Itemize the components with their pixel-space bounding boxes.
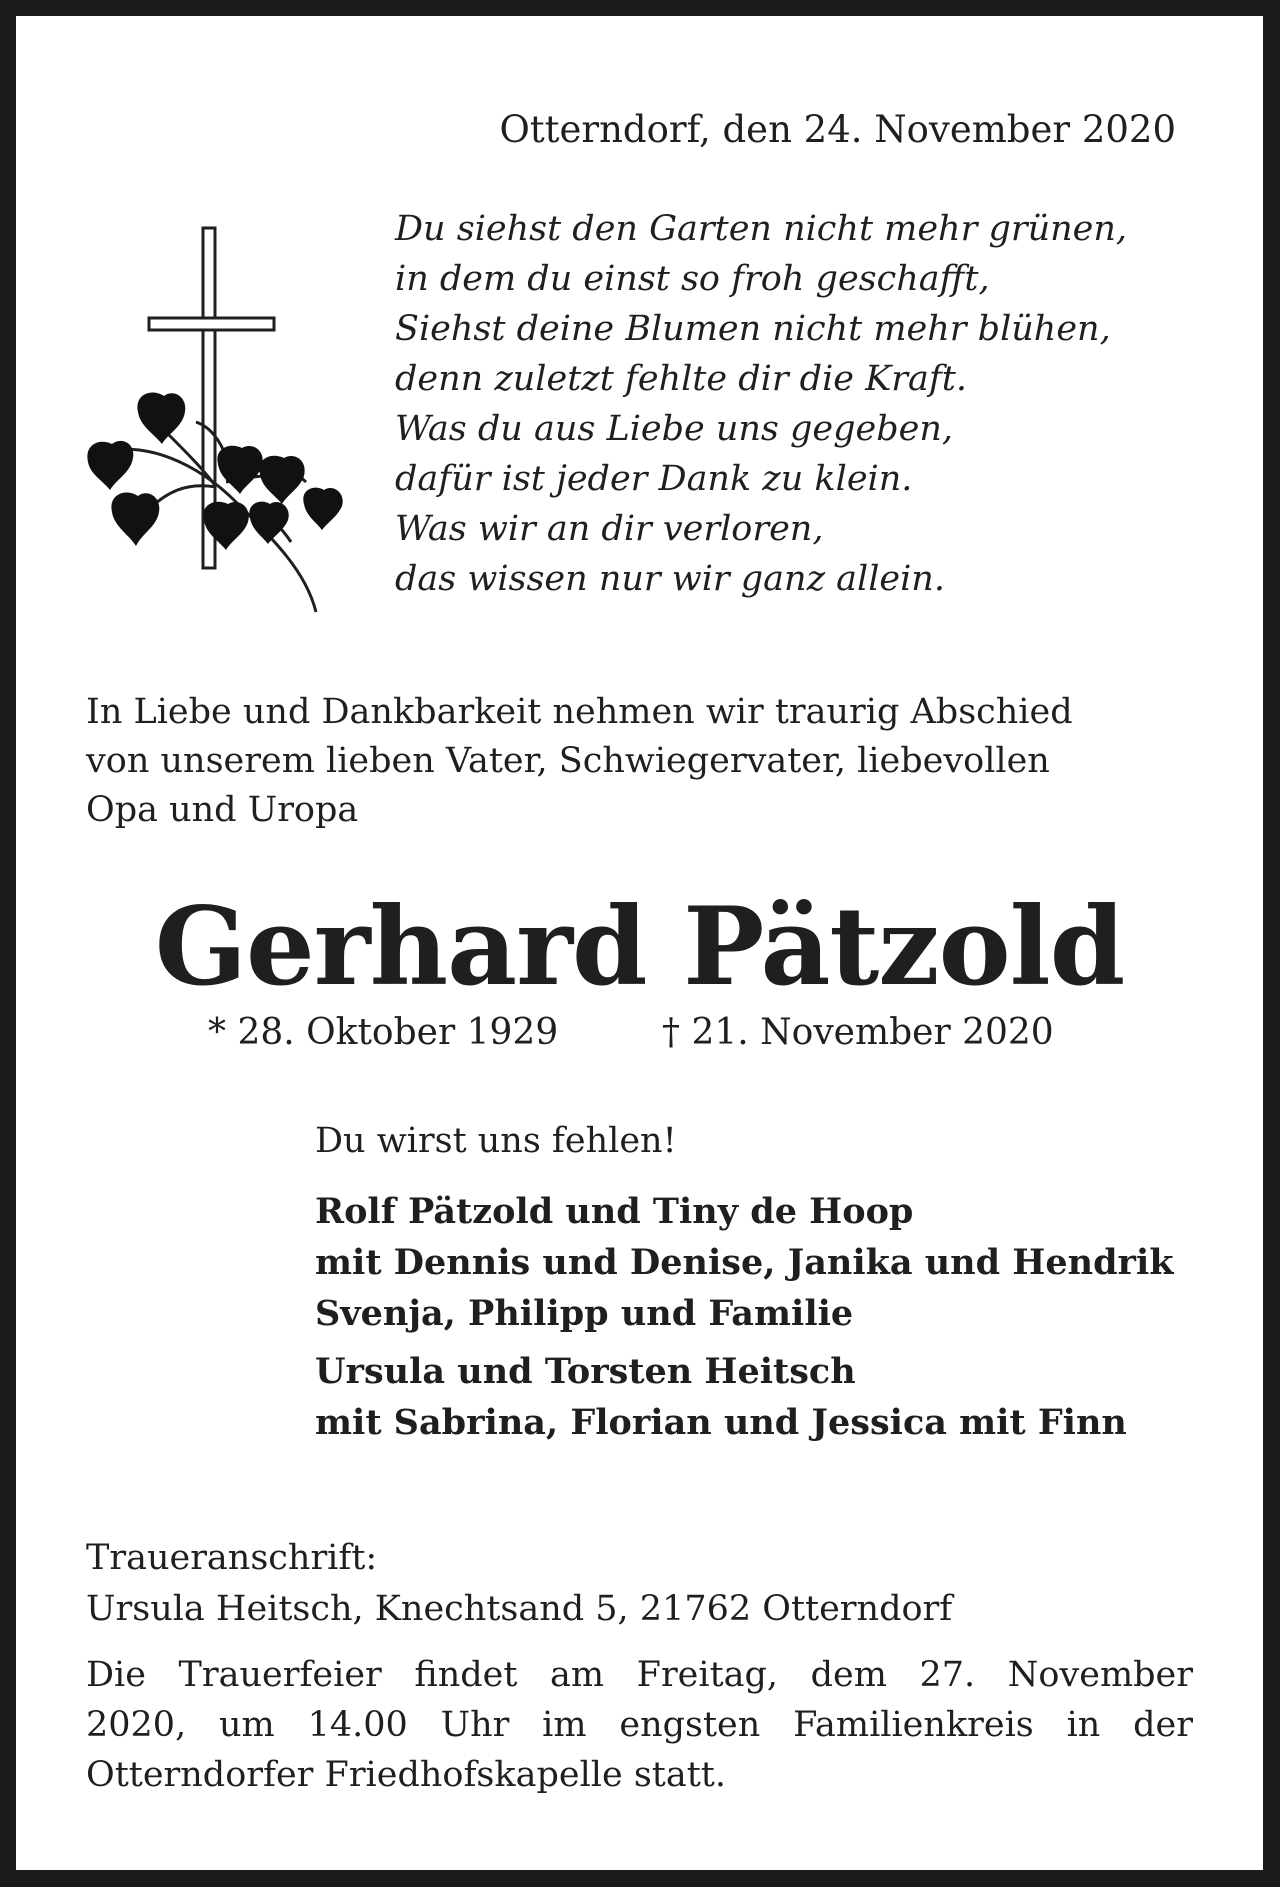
poem-line: das wissen nur wir ganz allein. — [395, 559, 945, 599]
family-group-1 — [315, 1186, 1174, 1339]
intro-line: In Liebe und Dankbarkeit nehmen wir traurig Abschied — [86, 692, 1073, 732]
family-line: mit Dennis und Denise, Janika und Hendrik — [315, 1242, 1174, 1283]
notice-word: November — [1007, 1655, 1193, 1695]
death-date: † 21. November 2020 — [662, 1012, 1054, 1053]
notice-word: Trauerfeier — [178, 1655, 382, 1695]
family-line: Ursula und Torsten Heitsch — [315, 1351, 856, 1392]
family-group-2 — [315, 1346, 1127, 1448]
notice-word: Freitag, — [636, 1655, 779, 1695]
notice-word: im — [542, 1705, 587, 1745]
family-line: Rolf Pätzold und Tiny de Hoop — [315, 1191, 914, 1232]
notice-word: um — [219, 1705, 275, 1745]
notice-word: 27. — [919, 1655, 976, 1695]
notice-word: Die — [86, 1655, 146, 1695]
poem-line: Was du aus Liebe uns gegeben, — [395, 409, 954, 449]
intro-line: von unserem lieben Vater, Schwiegervater, liebevollen — [86, 741, 1050, 781]
notice-word: dem — [810, 1655, 887, 1695]
intro-line: Opa und Uropa — [86, 790, 359, 830]
obituary-card — [16, 16, 1263, 1870]
notice-word: 14.00 — [307, 1705, 408, 1745]
poem — [395, 204, 1127, 604]
farewell-message: Du wirst uns fehlen! — [315, 1121, 677, 1161]
address-value: Ursula Heitsch, Knechtsand 5, 21762 Otterndorf — [86, 1589, 953, 1629]
notice-word: Uhr — [440, 1705, 510, 1745]
poem-line: Du siehst den Garten nicht mehr grünen, — [395, 209, 1128, 249]
notice-word: in — [1066, 1705, 1101, 1745]
notice-word: findet — [414, 1655, 518, 1695]
notice-line-2 — [86, 1700, 1193, 1750]
place-date: Otterndorf, den 24. November 2020 — [499, 108, 1176, 151]
funeral-notice — [86, 1650, 1193, 1800]
notice-word: engsten — [619, 1705, 761, 1745]
cross-with-ivy-icon — [76, 212, 356, 622]
poem-line: in dem du einst so froh geschafft, — [395, 259, 990, 299]
poem-line: Was wir an dir verloren, — [395, 509, 824, 549]
poem-line: denn zuletzt fehlte dir die Kraft. — [395, 359, 967, 399]
family-line: Svenja, Philipp und Familie — [315, 1293, 854, 1334]
intro-text — [86, 688, 1193, 835]
notice-line-1 — [86, 1650, 1193, 1700]
family-line: mit Sabrina, Florian und Jessica mit Finn — [315, 1402, 1127, 1443]
notice-word: der — [1133, 1705, 1193, 1745]
notice-line-3: Otterndorfer Friedhofskapelle statt. — [86, 1755, 726, 1795]
mourning-address — [86, 1533, 952, 1635]
deceased-name: Gerhard Pätzold — [154, 884, 1125, 1010]
notice-word: am — [550, 1655, 605, 1695]
address-label: Traueranschrift: — [86, 1538, 378, 1578]
notice-word: 2020, — [86, 1705, 187, 1745]
birth-date: * 28. Oktober 1929 — [208, 1012, 559, 1053]
poem-line: Siehst deine Blumen nicht mehr blühen, — [395, 309, 1111, 349]
poem-line: dafür ist jeder Dank zu klein. — [395, 459, 913, 499]
notice-word: Familienkreis — [793, 1705, 1034, 1745]
